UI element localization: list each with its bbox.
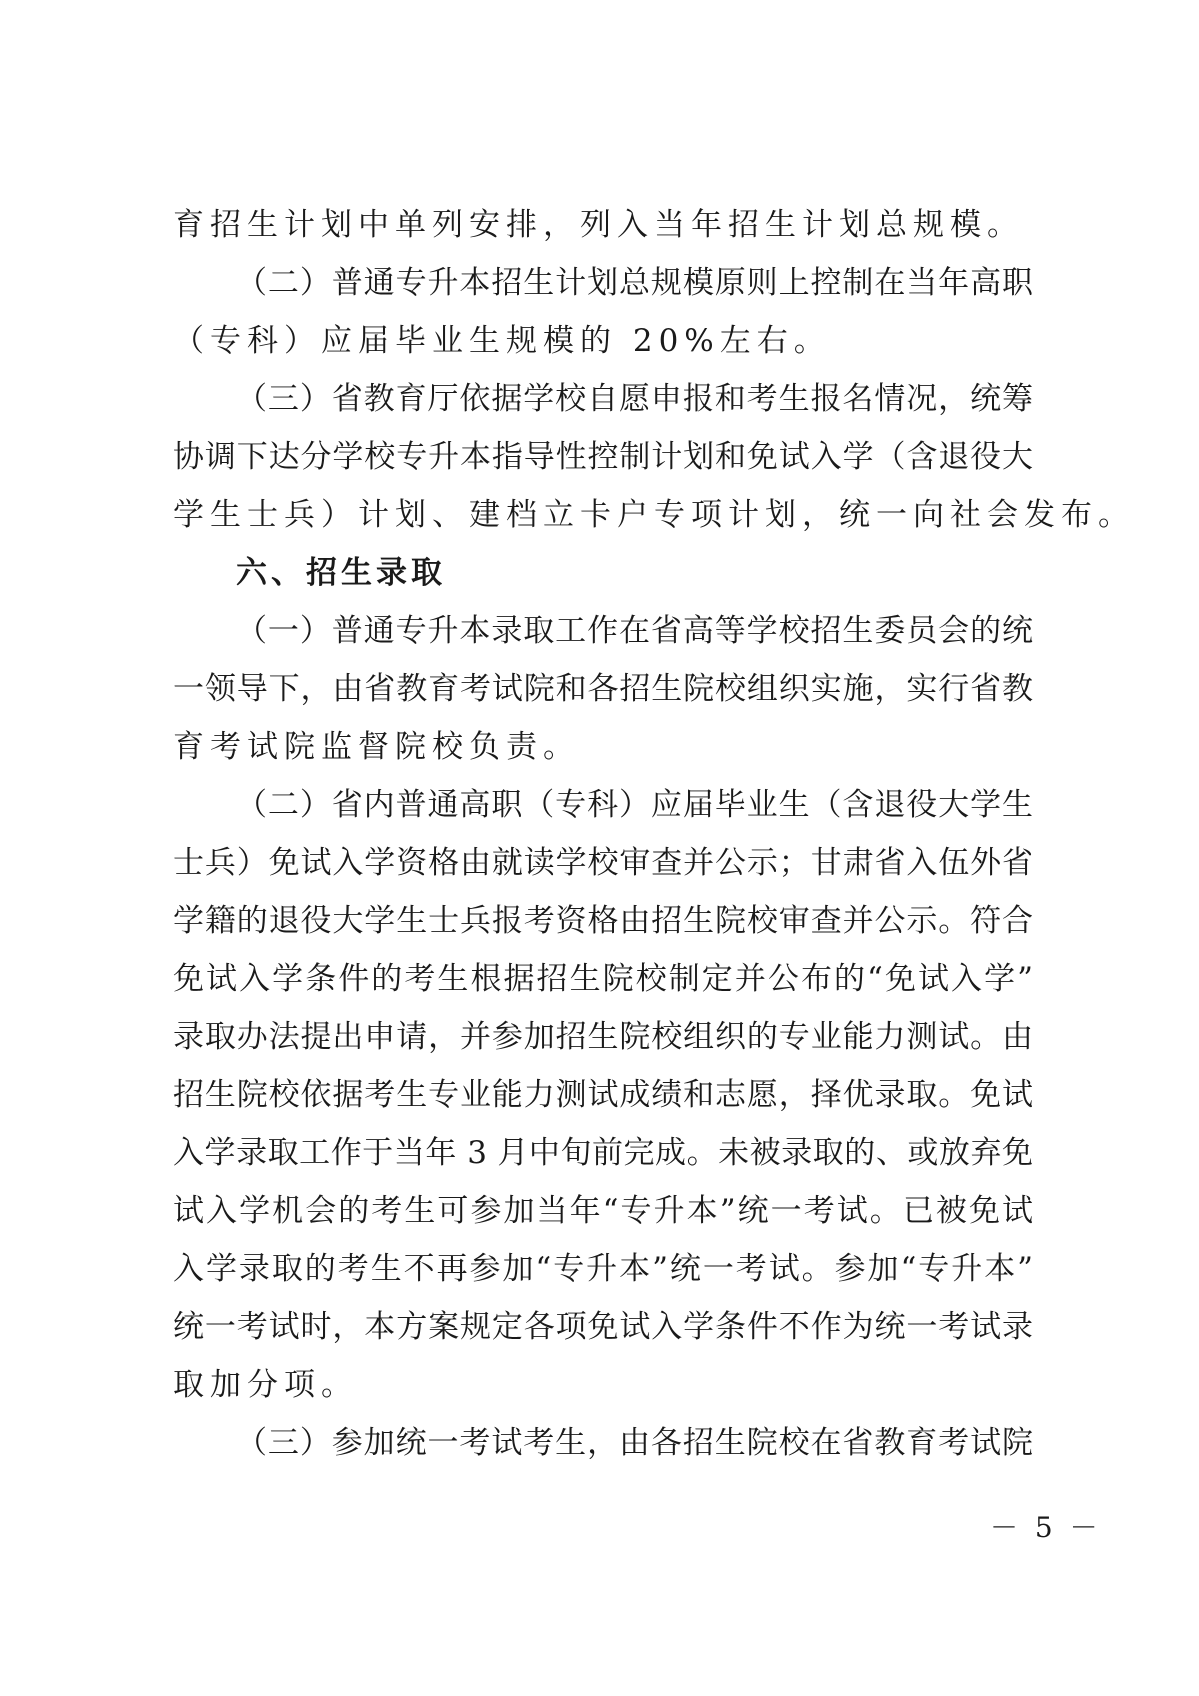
paragraph-first-line: （二）省内普通高职（专科）应届毕业生（含退役大学生 — [236, 787, 1033, 823]
text-line: 育考试院监督院校负责。 — [173, 729, 580, 765]
text-line: 录取办法提出申请，并参加招生院校组织的专业能力测试。由 — [173, 1019, 1033, 1055]
text-line: 协调下达分学校专升本指导性控制计划和免试入学（含退役大 — [173, 439, 1033, 475]
text-line: 取加分项。 — [173, 1367, 358, 1403]
text-line: 统一考试时，本方案规定各项免试入学条件不作为统一考试录 — [173, 1309, 1033, 1345]
text-line: 一领导下，由省教育考试院和各招生院校组织实施，实行省教 — [173, 671, 1033, 707]
paragraph-first-line: （三）参加统一考试考生，由各招生院校在省教育考试院 — [236, 1425, 1033, 1461]
text-line: 入学录取的考生不再参加“专升本”统一考试。参加“专升本” — [173, 1251, 1033, 1287]
section-heading: 六、招生录取 — [236, 555, 446, 591]
text-line: 免试入学条件的考生根据招生院校制定并公布的“免试入学” — [173, 961, 1033, 997]
text-line: 学生士兵）计划、建档立卡户专项计划，统一向社会发布。 — [173, 497, 1135, 533]
text-line: （专科）应届毕业生规模的 20%左右。 — [173, 323, 831, 359]
text-line: 试入学机会的考生可参加当年“专升本”统一考试。已被免试 — [173, 1193, 1033, 1229]
text-line: 士兵）免试入学资格由就读学校审查并公示；甘肃省入伍外省 — [173, 845, 1033, 881]
paragraph-first-line: （三）省教育厅依据学校自愿申报和考生报名情况，统筹 — [236, 381, 1033, 417]
text-line: 育招生计划中单列安排，列入当年招生计划总规模。 — [173, 207, 1024, 243]
text-line: 入学录取工作于当年 3 月中旬前完成。未被录取的、或放弃免 — [173, 1135, 1033, 1171]
paragraph-first-line: （二）普通专升本招生计划总规模原则上控制在当年高职 — [236, 265, 1033, 301]
text-line: 招生院校依据考生专业能力测试成绩和志愿，择优录取。免试 — [173, 1077, 1033, 1113]
page-number: － 5 － — [990, 1511, 1102, 1544]
text-line: 学籍的退役大学生士兵报考资格由招生院校审查并公示。符合 — [173, 903, 1033, 939]
paragraph-first-line: （一）普通专升本录取工作在省高等学校招生委员会的统 — [236, 613, 1033, 649]
